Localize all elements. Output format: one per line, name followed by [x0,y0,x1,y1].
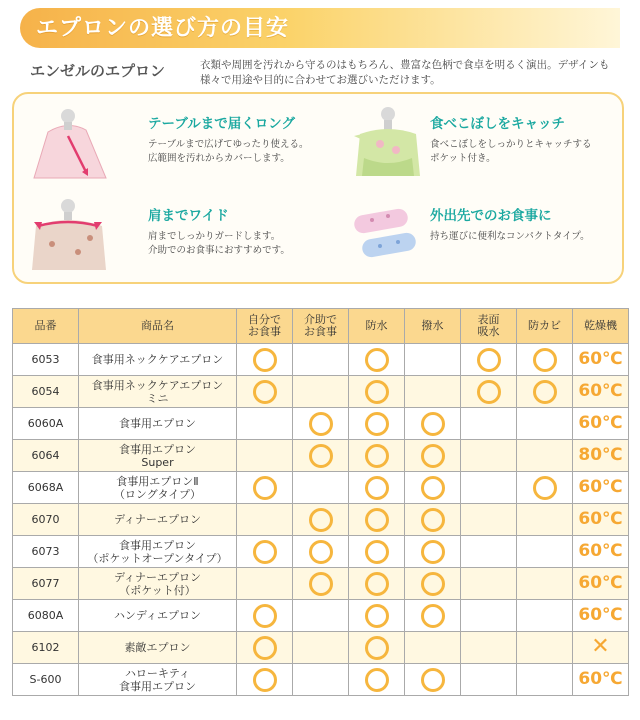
circle-mark-icon [477,380,501,404]
header-surface-absorbent: 表面 吸水 [461,309,517,344]
cell-surface-absorbent [461,536,517,568]
cell-waterproof [349,504,405,536]
cell-dryer [573,632,629,664]
cell-anti-mold [517,376,573,408]
circle-mark-icon [421,668,445,692]
product-code: 6077 [13,568,79,600]
cell-dryer [573,600,629,632]
circle-mark-icon [365,380,389,404]
cell-water-repellent [405,664,461,696]
cell-assisted-feeding [293,440,349,472]
cell-anti-mold [517,664,573,696]
cell-assisted-feeding [293,344,349,376]
cell-waterproof [349,376,405,408]
dryer-temperature: 80℃ [578,444,623,465]
compact-apron-illustration [344,194,424,274]
cell-assisted-feeding [293,664,349,696]
circle-mark-icon [365,348,389,372]
cell-water-repellent [405,376,461,408]
cell-water-repellent [405,440,461,472]
cell-waterproof [349,408,405,440]
product-name: 食事用ネックケアエプロン ミニ [79,376,237,408]
cell-water-repellent [405,536,461,568]
cell-water-repellent [405,568,461,600]
cell-anti-mold [517,600,573,632]
table-row [13,344,629,376]
cell-dryer [573,472,629,504]
table-row [13,472,629,504]
cell-water-repellent [405,408,461,440]
dryer-temperature: 60℃ [578,668,623,689]
cell-surface-absorbent [461,664,517,696]
circle-mark-icon [533,380,557,404]
cell-self-feeding [237,376,293,408]
features-panel [12,92,624,284]
table-header-row [13,309,629,344]
page-title: エプロンの選び方の目安 [36,16,290,41]
pocket-apron-illustration [344,102,424,182]
cell-assisted-feeding [293,632,349,664]
cell-waterproof [349,440,405,472]
dryer-temperature: 60℃ [578,572,623,593]
circle-mark-icon [533,348,557,372]
cell-surface-absorbent [461,472,517,504]
product-name: 食事用エプロン [79,408,237,440]
circle-mark-icon [253,636,277,660]
feature-description: テーブルまで広げてゆったり使える。 広範囲を汚れからカバーします。 [148,139,309,164]
table-row [13,536,629,568]
cell-surface-absorbent [461,568,517,600]
circle-mark-icon [365,572,389,596]
circle-mark-icon [421,412,445,436]
dryer-temperature: 60℃ [578,412,623,433]
table-row [13,600,629,632]
cell-anti-mold [517,632,573,664]
table-body [13,344,629,696]
circle-mark-icon [365,604,389,628]
cell-anti-mold [517,504,573,536]
feature-title: 外出先でのお食事に [430,208,552,224]
cell-self-feeding [237,536,293,568]
cell-waterproof [349,568,405,600]
dryer-temperature: 60℃ [578,380,623,401]
long-apron-illustration [28,102,108,182]
header-assisted-feeding: 介助で お食事 [293,309,349,344]
cell-dryer [573,408,629,440]
circle-mark-icon [309,540,333,564]
circle-mark-icon [421,444,445,468]
cell-waterproof [349,664,405,696]
feature-long [28,102,328,182]
product-name: 素敵エプロン [79,632,237,664]
product-code: 6060A [13,408,79,440]
product-name: ディナーエプロン （ポケット付） [79,568,237,600]
cell-surface-absorbent [461,344,517,376]
circle-mark-icon [253,476,277,500]
wide-apron-illustration [28,194,108,274]
cell-surface-absorbent [461,408,517,440]
circle-mark-icon [309,508,333,532]
cell-anti-mold [517,472,573,504]
cell-assisted-feeding [293,504,349,536]
cell-waterproof [349,536,405,568]
cell-dryer [573,440,629,472]
cell-waterproof [349,344,405,376]
product-name: 食事用エプロン （ポケットオープンタイプ） [79,536,237,568]
cell-anti-mold [517,408,573,440]
circle-mark-icon [365,636,389,660]
header-anti-mold: 防カビ [517,309,573,344]
header-dryer: 乾燥機 [573,309,629,344]
cell-water-repellent [405,472,461,504]
cell-assisted-feeding [293,472,349,504]
circle-mark-icon [421,508,445,532]
product-name: ハンディエプロン [79,600,237,632]
feature-title: 食べこぼしをキャッチ [430,116,565,132]
cell-anti-mold [517,536,573,568]
table-row [13,440,629,472]
cell-self-feeding [237,440,293,472]
feature-description: 肩までしっかりガードします。 介助でのお食事におすすめです。 [148,231,290,256]
circle-mark-icon [365,508,389,532]
cell-assisted-feeding [293,600,349,632]
circle-mark-icon [421,604,445,628]
cell-assisted-feeding [293,536,349,568]
header-water-repellent: 撥水 [405,309,461,344]
product-name: 食事用ネックケアエプロン [79,344,237,376]
cell-surface-absorbent [461,632,517,664]
cell-dryer [573,376,629,408]
cell-surface-absorbent [461,600,517,632]
circle-mark-icon [533,476,557,500]
cell-surface-absorbent [461,504,517,536]
feature-title: テーブルまで届くロング [148,116,296,132]
product-code: 6054 [13,376,79,408]
header-code: 品番 [13,309,79,344]
circle-mark-icon [309,412,333,436]
cell-water-repellent [405,344,461,376]
cell-anti-mold [517,568,573,600]
cell-surface-absorbent [461,440,517,472]
cell-self-feeding [237,664,293,696]
product-code: S-600 [13,664,79,696]
feature-title: 肩までワイド [148,208,229,224]
cell-self-feeding [237,504,293,536]
cell-assisted-feeding [293,408,349,440]
table-row [13,504,629,536]
circle-mark-icon [421,476,445,500]
dryer-temperature: 60℃ [578,476,623,497]
cell-waterproof [349,600,405,632]
product-code: 6070 [13,504,79,536]
cell-self-feeding [237,408,293,440]
feature-description: 食べこぼしをしっかりとキャッチする ポケット付き。 [430,139,592,164]
cell-anti-mold [517,440,573,472]
cell-dryer [573,536,629,568]
product-name: 食事用エプロンⅡ （ロングタイプ） [79,472,237,504]
product-code: 6073 [13,536,79,568]
feature-catch [344,102,640,182]
circle-mark-icon [365,668,389,692]
dryer-temperature: 60℃ [578,540,623,561]
circle-mark-icon [421,540,445,564]
circle-mark-icon [253,604,277,628]
circle-mark-icon [253,380,277,404]
product-code: 6102 [13,632,79,664]
dryer-temperature: 60℃ [578,604,623,625]
dryer-temperature: 60℃ [578,508,623,529]
cell-anti-mold [517,344,573,376]
cell-dryer [573,504,629,536]
cell-dryer [573,664,629,696]
feature-description: 持ち運びに便利なコンパクトタイプ。 [430,231,590,242]
product-code: 6064 [13,440,79,472]
table-row [13,664,629,696]
table-row [13,376,629,408]
circle-mark-icon [365,444,389,468]
circle-mark-icon [365,412,389,436]
cell-dryer [573,568,629,600]
cell-self-feeding [237,568,293,600]
circle-mark-icon [309,444,333,468]
cell-water-repellent [405,632,461,664]
feature-wide [28,194,328,274]
product-name: 食事用エプロン Super [79,440,237,472]
cell-self-feeding [237,632,293,664]
circle-mark-icon [253,540,277,564]
cell-waterproof [349,472,405,504]
product-name: ハローキティ 食事用エプロン [79,664,237,696]
apron-comparison-table [12,308,629,696]
cell-assisted-feeding [293,376,349,408]
feature-compact [344,194,640,274]
cross-mark-icon: ✕ [591,633,610,659]
product-code: 6053 [13,344,79,376]
table-row [13,632,629,664]
cell-self-feeding [237,472,293,504]
cell-waterproof [349,632,405,664]
cell-surface-absorbent [461,376,517,408]
dryer-temperature: 60℃ [578,348,623,369]
circle-mark-icon [365,540,389,564]
cell-self-feeding [237,344,293,376]
table-row [13,408,629,440]
circle-mark-icon [421,572,445,596]
circle-mark-icon [253,668,277,692]
product-name: ディナーエプロン [79,504,237,536]
header-self-feeding: 自分で お食事 [237,309,293,344]
circle-mark-icon [309,572,333,596]
circle-mark-icon [365,476,389,500]
header-waterproof: 防水 [349,309,405,344]
cell-assisted-feeding [293,568,349,600]
cell-water-repellent [405,504,461,536]
cell-self-feeding [237,600,293,632]
circle-mark-icon [253,348,277,372]
table-row [13,568,629,600]
cell-dryer [573,344,629,376]
circle-mark-icon [477,348,501,372]
section-description: 衣類や周囲を汚れから守るのはもちろん、豊富な色柄で食卓を明るく演出。デザインも様々で用途や目的に合わせてお選びいただけます。 [200,59,610,86]
section-subtitle: エンゼルのエプロン [30,62,166,80]
header-name: 商品名 [79,309,237,344]
product-code: 6068A [13,472,79,504]
product-code: 6080A [13,600,79,632]
cell-water-repellent [405,600,461,632]
